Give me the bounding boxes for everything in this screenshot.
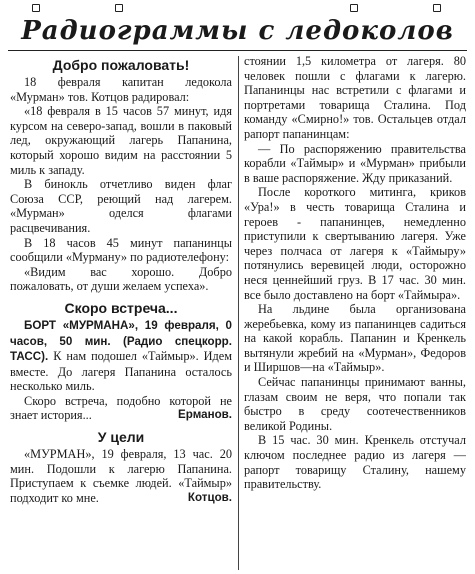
paragraph: В 15 час. 30 мин. Кренкель отстучал ключом последнее радио из лагеря — рапорт товарищу Сталину, нашему правительству. bbox=[244, 433, 466, 492]
paragraph bbox=[10, 394, 232, 423]
signature: Ерманов. bbox=[178, 408, 232, 422]
title-rule bbox=[8, 50, 467, 51]
paragraph: стоянии 1,5 километра от лагеря. 80 человек пошли с флагами к лагерю. Папанинцы нас встретили с флагами и портретами товарища Сталина. Под команду «Смирно!» тов. Остальцев отдал рапорт папанинцам: bbox=[244, 54, 466, 141]
paragraph: В бинокль отчетливо виден флаг Союза ССР, реющий над лагерем. «Мурман» оделся флагами расцвечивания. bbox=[10, 177, 232, 235]
paragraph-text: К нам подошел «Таймыр». Идем вместе. До лагеря Папанина осталось несколько миль. bbox=[10, 349, 232, 394]
section-heading-welcome: Добро пожаловать! bbox=[52, 57, 190, 73]
paragraph: 18 февраля капитан ледокола «Мурман» тов. Котцов радировал: bbox=[10, 75, 232, 104]
signature: Котцов. bbox=[187, 490, 232, 504]
paragraph: «Видим вас хорошо. Добро пожаловать, от души желаем успеха». bbox=[10, 264, 232, 294]
paragraph-text: «МУРМАН», 19 февраля, 13 час. 20 мин. Подошли к лагерю Папанина. Приступаем к съемке людей. «Таймыр» подходит ко мне. bbox=[10, 447, 232, 505]
paragraph: «18 февраля в 15 часов 57 минут, идя курсом на северо-запад, вошли в паковый лед, окружающий лагерь Папанина, который хорошо видим на расстоянии 5 миль к западу. bbox=[10, 104, 232, 177]
corner-mark bbox=[350, 4, 358, 12]
corner-mark bbox=[433, 4, 441, 12]
paragraph bbox=[10, 447, 232, 505]
left-column bbox=[10, 54, 232, 505]
right-column bbox=[244, 54, 466, 492]
paragraph: На льдине была организована жеребьевка, кому из папанинцев садиться на какой корабль. Папанин и Кренкель вытянули жребий на «Мурман», Федоров и Ширшов—на «Таймыр». bbox=[244, 302, 466, 375]
dateline-paragraph bbox=[10, 318, 232, 394]
paragraph: Сейчас папанинцы принимают ванны, глазам своим не веря, что попали так быстро в среду соотечественников великой Родины. bbox=[244, 375, 466, 433]
page-title: Радиограммы с ледоколов bbox=[21, 16, 454, 46]
paragraph: После короткого митинга, криков «Ура!» в честь товарища Сталина и героев - папанинцев, немедленно приступили к свертыванию лагеря. Уже через полчаса от лагеря к «Таймыру» потянулись веревицей люди, осторожно неся ценнейший груз. В 17 час. 30 мин. все было доставлено на борт «Таймыра». bbox=[244, 185, 466, 302]
corner-mark bbox=[115, 4, 123, 12]
paragraph: — По распоряжению правительства корабли «Таймыр» и «Мурман» прибыли в ваше распоряжение. Жду приказаний. bbox=[244, 141, 466, 185]
top-border-marks bbox=[0, 4, 475, 16]
dateline: БОРТ «МУРМАНА», 19 февраля, 0 часов, 50 мин. (Радио спецкорр. ТАСС). bbox=[10, 318, 232, 364]
section-heading-goal: У цели bbox=[97, 429, 145, 446]
paragraph-text: Скоро встреча, подобно которой не знает история... bbox=[10, 393, 232, 423]
column-divider bbox=[238, 56, 239, 570]
corner-mark bbox=[32, 4, 40, 12]
section-heading-meeting: Скоро встреча... bbox=[64, 299, 178, 316]
paragraph: В 18 часов 45 минут папанинцы сообщили «Мурману» по радиотелефону: bbox=[10, 235, 232, 265]
